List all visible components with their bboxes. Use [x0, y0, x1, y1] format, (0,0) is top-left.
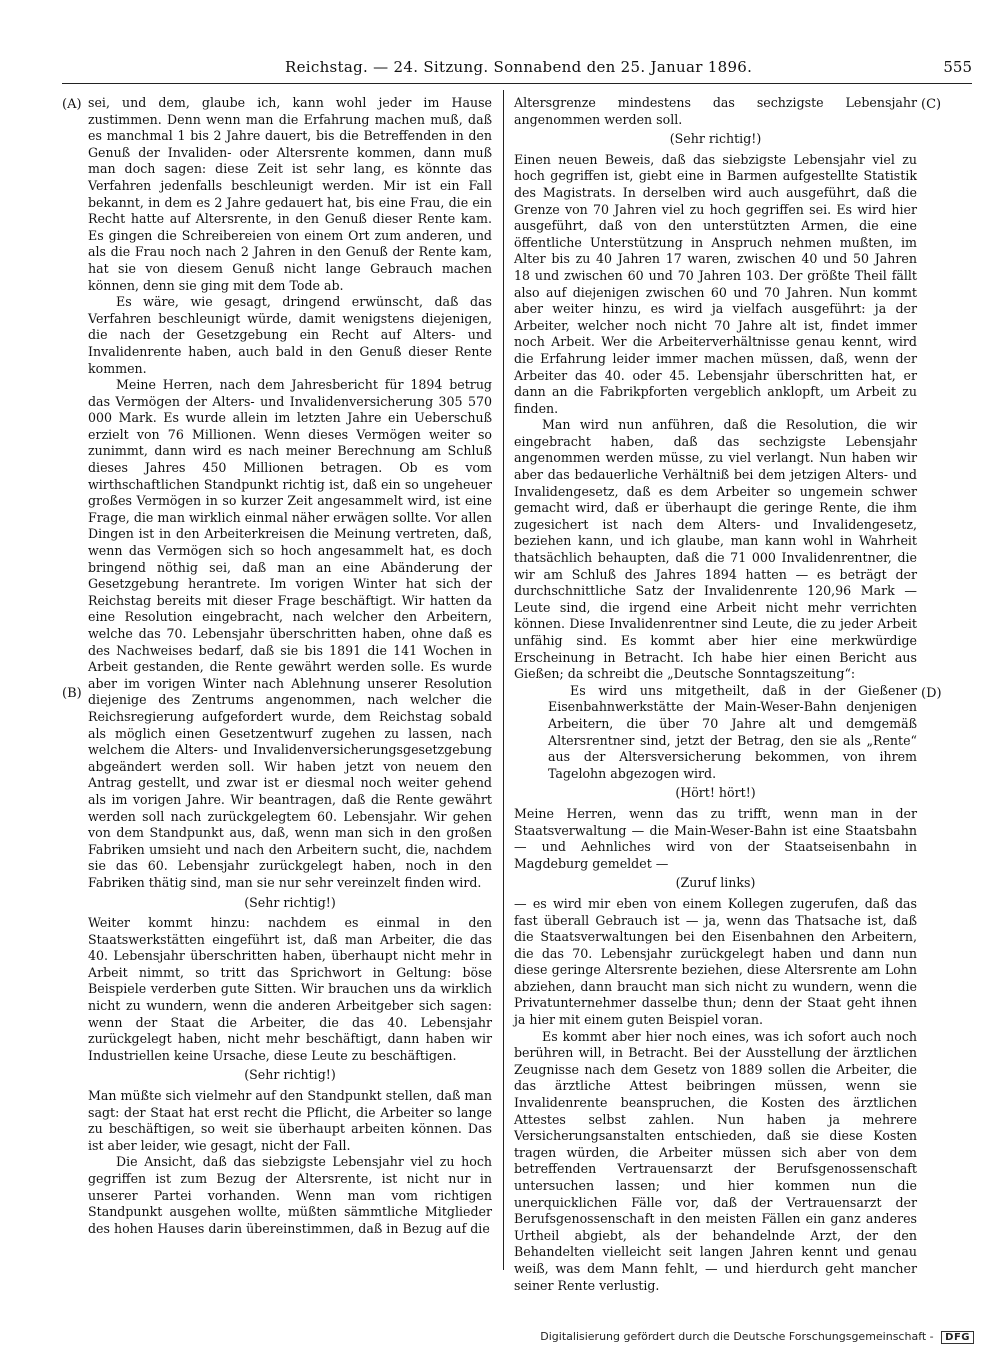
margin-marker-a: (A)	[62, 97, 82, 112]
interjection: (Sehr richtig!)	[244, 1067, 336, 1083]
paragraph: Meine Herren, wenn das zu trifft, wenn man in der Staatsverwaltung — die Main-Weser-Bahn ist eine Staatsbahn — und Aehnliches wird von der Staatseisenbahn in Magdeburg gemeldet —	[514, 805, 917, 871]
paragraph: Man müßte sich vielmehr auf den Standpunkt stellen, daß man sagt: der Staat hat erst recht die Pflicht, die Arbeiter so lange zu beschäftigen, so weit sie überhaupt arbeiten können. Das ist aber leider, wie gesagt, nicht der Fall.	[88, 1088, 492, 1153]
page-header	[60, 54, 972, 80]
digitization-credit	[540, 1330, 974, 1344]
paragraph: Einen neuen Beweis, daß das siebzigste Lebensjahr viel zu hoch gegriffen ist, giebt eine in Barmen aufgestellte Statistik des Magistrats. In derselben wird auch ausgeführt, daß die Grenze von 70 Jahren viel zu hoch gegriffen sei. Es wird hier ausgeführt, daß von den unterstützten Armen, die eine öffentliche Unterstützung in Anspruch nehmen mußten, im Alter bis zu 40 Jahren 17 waren, zwischen 40 und 50 Jahren 18 und zwischen 60 und 70 Jahren 103. Der größte Theil fällt also auf diejenigen zwischen 60 und 70 Jahren. Nun kommt aber weiter hinzu, es wird ja vielfach ausgeführt: ja der Arbeiter, welcher noch nicht 70 Jahre alt ist, findet immer noch Arbeit. Wer die Arbeiterverhältnisse genau kennt, wird die Erfahrung leider immer machen müssen, daß, wenn der Arbeiter das 40. oder 45. Lebensjahr überschritten hat, er dann an die Fabrikpforten vergeblich anklopft, um Arbeit zu finden.	[514, 151, 917, 416]
paragraph: Altersgrenze mindestens das sechzigste Lebensjahr angenommen werden soll.	[514, 95, 917, 127]
interjection: (Zuruf links)	[675, 875, 756, 891]
interjection: (Hört! hört!)	[675, 785, 756, 801]
interjection: (Sehr richtig!)	[669, 131, 762, 147]
paragraph: sei, und dem, glaube ich, kann wohl jeder im Hause zustimmen. Denn wenn man die Erfahrung machen muß, daß es manchmal 1 bis 2 Jahre dauert, bis die Betreffenden in den Genuß der Invaliden- oder Altersrente kommen, dann muß man doch sagen: diese Zeit ist sehr lang, es könnte das Verfahren jedenfalls beschleunigt werden. Mir ist ein Fall bekannt, in dem es 2 Jahre gedauert hat, bis eine Frau, die ein Recht hatte auf Altersrente, in den Genuß dieser Rente kam. Es gingen die Schreibereien von einem Ort zum anderen, und als die Frau noch nach 2 Jahren in den Genuß der Rente kam, hat sie von diesem Genuß nicht lange Gebrauch machen können, denn sie ging mit dem Tode ab.	[88, 95, 492, 293]
paragraph: Meine Herren, nach dem Jahresbericht für 1894 betrug das Vermögen der Alters- und Invalidenversicherung 305 570 000 Mark. Es wurde allein im letzten Jahre ein Ueberschuß erzielt von 76 Millionen. Wenn dieses Vermögen weiter so zunimmt, dann wird es nach meiner Berechnung am Schluß dieses Jahres 450 Millionen betragen. Ob es vom wirthschaftlichen Standpunkt richtig ist, daß ein so ungeheuer großes Vermögen in so kurzer Zeit angesammelt wird, ist eine Frage, die man wirklich einmal näher erwägen sollte. Vor allen Dingen ist in den Arbeiterkreisen die Meinung vertreten, daß, wenn das Vermögen sich so hoch angesammelt hat, es doch bringend nöthig sei, daß man an eine Abänderung der Gesetzgebung herantrete. Im vorigen Winter hat sich der Reichstag bereits mit dieser Frage beschäftigt. Wir hatten da eine Resolution eingebracht, nach welcher den Arbeitern, welche das 70. Lebensjahr überschritten haben, ohne daß es des Nachweises bedarf, daß sie bis 1891 die 141 Wochen in Arbeit gestanden, die Rente gewährt werden solle. Es wurde aber im vorigen Winter nach Ablehnung unserer Resolution diejenige des Zentrums angenommen, nach welcher die Reichsregierung aufgefordert wurde, dem Reichstag sobald als möglich einen Gesetzentwurf zugehen zu lassen, nach welchem die Alters- und Invalidenversicherungsgesetzgebung abgeändert werden soll. Wir haben jetzt von neuem den Antrag gestellt, und zwar ist er diesmal noch weiter gehend als im vorigen Jahre. Wir beantragen, daß die Rente gewährt werden soll nach zurückgelegtem 60. Lebensjahr. Wir gehen von dem Standpunkt aus, daß, wenn man sich in den großen Fabriken umsieht und nach den Arbeitern sucht, die, nachdem sie das 60. Lebensjahr zurückgelegt haben, noch in den Fabriken thätig sind, man sie nur sehr vereinzelt finden wird.	[88, 377, 492, 890]
dfg-logo: DFG	[941, 1331, 974, 1344]
page-number: 555	[943, 58, 972, 76]
running-title: Reichstag. — 24. Sitzung. Sonnabend den 25. Januar 1896.	[285, 58, 753, 76]
margin-marker-b: (B)	[62, 686, 82, 701]
quotation: Es wird uns mitgetheilt, daß in der Gießener Eisenbahnwerkstätte der Main-Weser-Bahn denjenigen Arbeitern, die über 70 Jahre alt und demgemäß Altersrentner sind, jetzt der Betrag, den sie als „Rente“ aus der Altersversicherung bekommen, von ihrem Tagelohn abgezogen wird.	[548, 682, 917, 781]
credit-text: Digitalisierung gefördert durch die Deutsche Forschungsgemeinschaft -	[540, 1330, 934, 1343]
left-column	[88, 95, 492, 1237]
paragraph: Die Ansicht, daß das siebzigste Lebensjahr viel zu hoch gegriffen ist zum Bezug der Altersrente, ist nicht nur in unserer Partei vorhanden. Wenn man vom richtigen Standpunkt ausgehen wollte, müßten sämmtliche Mitglieder des hohen Hauses darin übereinstimmen, daß in Bezug auf die	[88, 1154, 492, 1236]
margin-marker-c: (C)	[921, 97, 942, 112]
right-column	[514, 95, 917, 1294]
paragraph: — es wird mir eben von einem Kollegen zugerufen, daß das fast überall Gebrauch ist — ja, wenn das Thatsache ist, daß die Staatsverwaltungen bei den Eisenbahnen den Arbeitern, die das 70. Lebensjahr zurückgelegt haben und dann nun diese geringe Altersrente beziehen, diese Altersrente am Lohn abziehen, dann braucht man sich nicht zu wundern, wenn die Privatunternehmer dasselbe thun; denn der Staat geht ihnen ja hier mit einem guten Beispiel voran.	[514, 895, 917, 1028]
column-divider	[503, 90, 504, 1270]
paragraph: Man wird nun anführen, daß die Resolution, die wir eingebracht haben, daß das sechzigste Lebensjahr angenommen werden müsse, zu viel verlangt. Nun haben wir aber das bedauerliche Verhältniß bei dem jetzigen Alters- und Invalidengesetz, daß es dem Arbeiter so ungemein schwer gemacht wird, daß er überhaupt die geringe Rente, die ihm zugesichert ist nach dem Alters- und Invalidengesetz, beziehen kann, und ich glaube, man kann wohl in Wahrheit thatsächlich behaupten, daß die 71 000 Invalidenrentner, die wir am Schluß des Jahres 1894 hatten — es beträgt der durchschnittliche Satz der Invalidenrente 120,96 Mark — Leute sind, die irgend eine Arbeit nicht mehr verrichten können. Diese Invalidenrentner sind Leute, die zu jeder Arbeit unfähig sind. Es kommt aber hier eine merkwürdige Erscheinung in Betracht. Ich habe hier einen Bericht aus Gießen; da schreibt die „Deutsche Sonntagszeitung“:	[514, 417, 917, 682]
interjection: (Sehr richtig!)	[244, 894, 336, 910]
paragraph: Es kommt aber hier noch eines, was ich sofort auch noch berühren will, in Betracht. Bei der Ausstellung der ärztlichen Zeugnisse nach dem Gesetz von 1889 sollen die Arbeiter, die das ärztliche Attest beibringen müssen, wenn sie Invalidenrente beanspruchen, die Kosten des ärztlichen Attestes selbst zahlen. Nun haben ja mehrere Versicherungsanstalten entschieden, daß sie diese Kosten tragen würden, die Arbeiter müssen sich aber von dem betreffenden Vertrauensarzt der Berufsgenossenschaft untersuchen lassen; und hier kommen nun die unerquicklichen Fälle vor, daß der Vertrauensarzt der Berufsgenossenschaft in den meisten Fällen ein ganz anderes Urtheil abgiebt, als der behandelnde Arzt, der den Behandelten vielleicht seit langen Jahren kennt und genau weiß, was dem Mann fehlt, — und hierdurch geht mancher seiner Rente verlustig.	[514, 1028, 917, 1293]
header-rule	[62, 83, 972, 84]
paragraph: Weiter kommt hinzu: nachdem es einmal in den Staatswerkstätten eingeführt ist, daß man Arbeiter, die das 40. Lebensjahr überschritten haben, überhaupt nicht mehr in Arbeit nimmt, so tritt das Sprichwort in Geltung: böse Beispiele verderben gute Sitten. Wir brauchen uns da wirklich nicht zu wundern, wenn die anderen Arbeitgeber sich sagen: wenn der Staat die Arbeiter, die das 40. Lebensjahr zurückgelegt haben, nicht mehr beschäftigt, dann haben wir Industriellen keine Ursache, diese Leute zu beschäftigen.	[88, 915, 492, 1063]
margin-marker-d: (D)	[921, 686, 942, 701]
paragraph: Es wäre, wie gesagt, dringend erwünscht, daß das Verfahren beschleunigt würde, damit wenigstens diejenigen, die nach der Gesetzgebung ein Recht auf Alters- und Invalidenrente haben, auch bald in den Genuß dieser Rente kommen.	[88, 294, 492, 376]
